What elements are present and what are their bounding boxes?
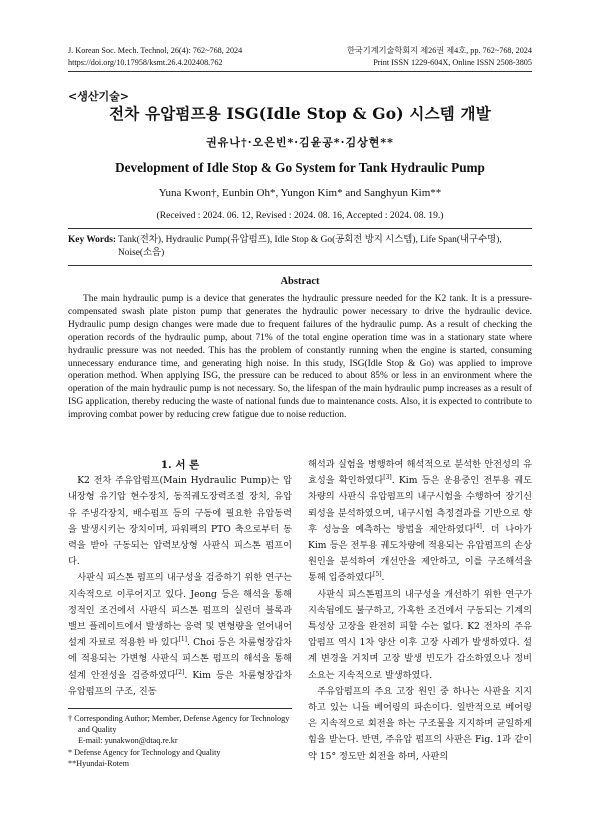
- keywords-top-divider: [68, 228, 532, 229]
- citation-ref[interactable]: [5]: [373, 571, 382, 579]
- journal-citation-ko: 한국기계기술학회지 제26권 제4호, pp. 762~768, 2024: [346, 46, 532, 55]
- keywords-list: Tank(전차), Hydraulic Pump(유압펌프), Idle Stop & Go(공회전 방지 시스템), Life Span(내구수명), Noise(소음): [118, 235, 502, 258]
- footnote-email[interactable]: E-mail: yunakwon@dtaq.re.kr: [78, 736, 178, 746]
- title-english: Development of Idle Stop & Go System for Tank Hydraulic Pump: [115, 160, 485, 175]
- footnote-corresponding-author: † Corresponding Author; Member, Defense Agency for Technology and Quality: [68, 714, 290, 735]
- authors-english: Yuna Kwon†, Eunbin Oh*, Yungon Kim* and Sanghyun Kim**: [158, 187, 442, 199]
- footnote-affiliation-2: **Hyundai-Rotem: [68, 758, 129, 768]
- citation-ref[interactable]: [3]: [383, 474, 392, 482]
- citation-ref[interactable]: [2]: [175, 668, 185, 676]
- footnotes: [68, 713, 294, 769]
- abstract-text: The main hydraulic pump is a device that generates the hydraulic pressure needed for the K2 tank. It is a pressure-compensated swash plate piston pump that generates the hydraulic power necessary to drive the hydraulic device. Hydraulic pump design changes were made due to frequent failures of the hydraulic pump. As a result of checking the operation records of the hydraulic pump, about 71% of the total engine operation time was in a stationary state where hydraulic pressure was not needed. This has the problem of constantly running when the engine is started, consuming unnecessary endurance time, and generating high noise. In this study, ISG(Idle Stop & Go) was applied to improve operation method. When applying ISG, the pressure can be reduced to about 85% or less in an environment where the operation of the main hydraulic pump is not necessary. So, the lifespan of the main hydraulic pump increases as a result of ISG application, thereby reducing the waste of national funds due to maintenance costs. Also, it is expected to contribute to improving combat power by reducing crew fatigue due to noise reduction.: [68, 294, 532, 421]
- body-paragraph: 주유압펌프의 주요 고장 원인 중 하나는 사판을 지지하고 있는 니들 베어링의 파손이다. 일반적으로 베어링은 지속적으로 회전을 하는 구조물을 지지하며 균일하게 힘을 받는다. 반면, 주유압 펌프의 사판은 Fig. 1과 같이 약 15° 정도만 회전을 하며, 사판의: [308, 685, 532, 762]
- body-column-left: [68, 457, 292, 700]
- keywords-block: [68, 234, 532, 260]
- authors-korean: 권유나†·오은빈*·김윤공*·김상현**: [206, 136, 394, 149]
- issn-info: Print ISSN 1229-604X, Online ISSN 2508-3805: [373, 58, 532, 67]
- footnote-divider: [68, 708, 292, 709]
- citation-ref[interactable]: [1]: [178, 636, 187, 644]
- keywords-bottom-divider: [68, 265, 532, 266]
- body-paragraph: 사판식 피스톤펌프의 내구성을 개선하기 위한 연구가 지속됨에도 불구하고, 가혹한 조건에서 구동되는 기계의 특성상 고장을 완전히 피할 수는 없다. K2 전차의 주유압펌프 역시 1차 양산 이후 고장 사례가 발생하였다. 설계 변경을 거치며 고장 발생 빈도가 감소하였으나 정비 소요는 지속적으로 발생하였다.: [308, 588, 532, 681]
- title-korean: 전차 유압펌프용 ISG(Idle Stop & Go) 시스템 개발: [109, 104, 491, 123]
- footnote-affiliation-1: * Defense Agency for Technology and Quality: [68, 747, 221, 757]
- journal-citation-en: J. Korean Soc. Mech. Technol, 26(4): 762~768, 2024: [68, 46, 243, 55]
- header-divider: [68, 71, 532, 72]
- keywords-label: Key Words:: [68, 235, 117, 245]
- running-header: [68, 45, 532, 69]
- body-column-right: [308, 457, 532, 765]
- doi-link[interactable]: https://doi.org/10.17958/ksmt.26.4.202408.762: [68, 58, 223, 67]
- body-paragraph: 사판식 피스톤 펌프의 내구성을 검증하기 위한 연구는 지속적으로 이루어지고 있다. Jeong 등은 해석을 통해 정적인 조건에서 사판식 피스톤 펌프의 실린더 블록과 밸브 플레이트에서 발생하는 응력 및 변형량을 얻어내어 설계 자료로 적용한 바 있다[1]. Choi 등은 차륜형장갑차에 적용되는 가변형 사판식 피스톤 펌프의 해석을 통해 설계 안전성을 검증하였다[2]. Kim 등은 차륜형장갑차 유압펌프의 구조, 진동: [68, 572, 293, 697]
- article-category: <생산기술>: [68, 90, 129, 103]
- citation-ref[interactable]: [4]: [473, 522, 482, 530]
- body-paragraph: K2 전차 주유압펌프(Main Hydraulic Pump)는 압내장형 유기압 현수장치, 동적궤도장력조절 장치, 유압유 주냉각장치, 배수펌프 등의 구동에 필요한 유압동력을 발생시키는 장치이며, 파워팩의 PTO 축으로부터 동력을 받아 구동되는 압력보상형 사판식 피스톤 펌프이다.: [68, 475, 292, 568]
- body-paragraph: 해석과 실험을 병행하여 해석적으로 분석한 안전성의 유효성을 확인하였다[3]. Kim 등은 운용중인 전투용 궤도차량의 사판식 유압펌프의 내구시험을 수행하여 장기신뢰성을 분석하였으며, 내구시험 측정결과를 기반으로 향후 성능을 예측하는 방법을 제안하였다[4]. 더 나아가 Kim 등은 전투용 궤도차량에 적용되는 유압펌프의 손상원인을 분석하여 개선안을 제안하고, 이를 구조해석을 통해 입증하였다[5].: [308, 459, 533, 584]
- section-heading-introduction: 1. 서 론: [160, 459, 200, 471]
- submission-dates: (Received : 2024. 06. 12, Revised : 2024. 08. 16, Accepted : 2024. 08. 19.): [156, 210, 444, 221]
- abstract-heading: Abstract: [280, 276, 320, 287]
